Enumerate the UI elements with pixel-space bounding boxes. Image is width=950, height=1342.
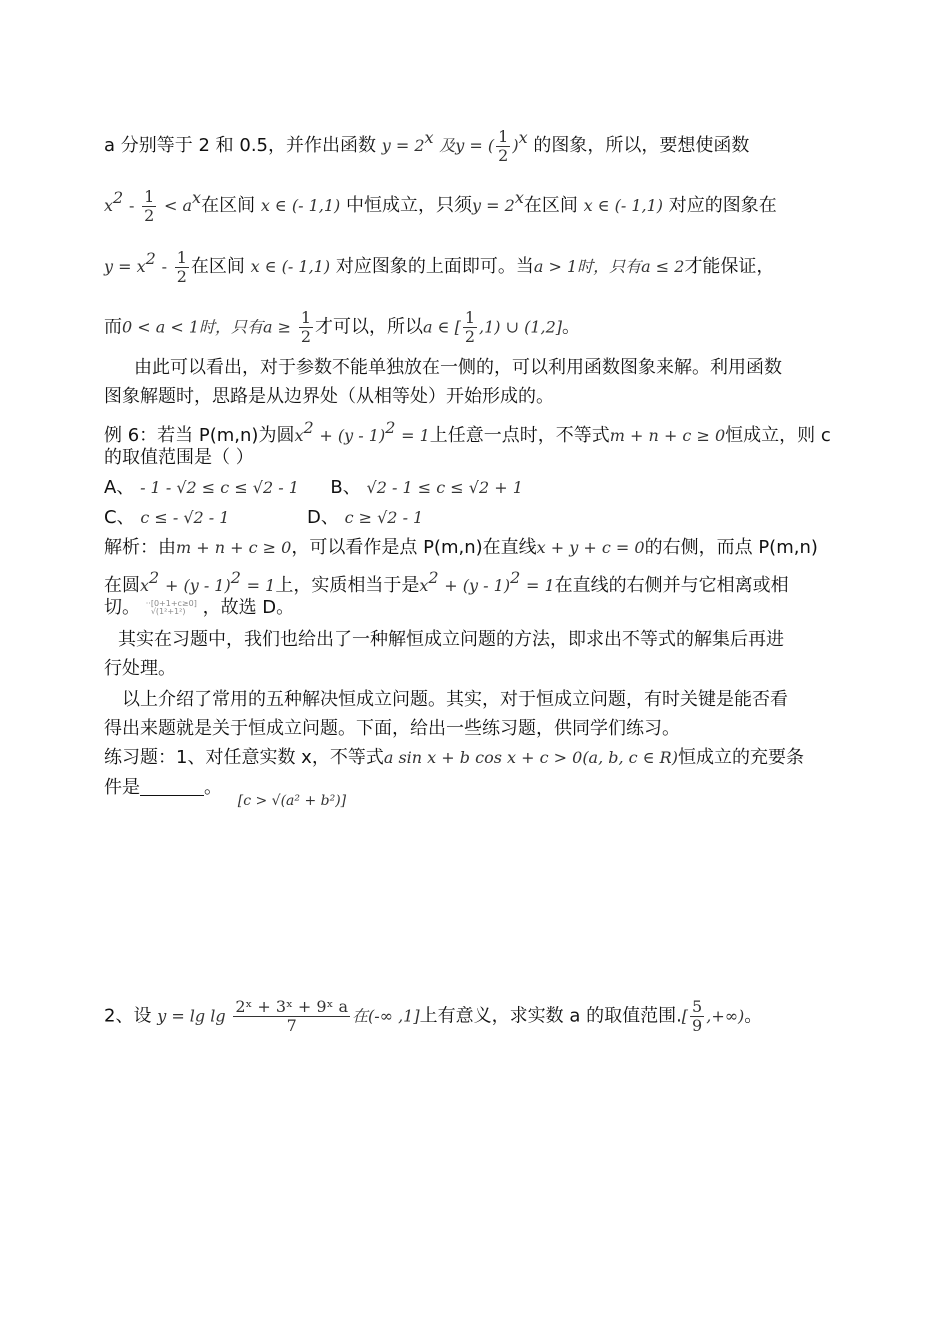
text: 切。	[104, 597, 140, 618]
text: 在区间	[190, 256, 245, 277]
math: + (y - 1)	[319, 426, 386, 445]
p3-line-1: 其实在习题中，我们也给出了一种解恒成立问题的方法，即求出不等式的解集后再进	[118, 629, 784, 650]
math: x + y + c = 0	[536, 538, 645, 557]
math: y = x	[104, 257, 146, 276]
fraction: $\frac{1}{2}$	[176, 247, 187, 286]
option-c: c ≤ - √2 - 1	[140, 508, 230, 527]
math: y = lg lg	[157, 1006, 226, 1026]
math: a sin x + b cos x + c > 0(a, b, c ∈ R)	[383, 748, 678, 767]
text: ，故选 D。	[202, 597, 295, 618]
p1-line-2: $x^2$ - $\frac{1}{2}$ < $a^x$在区间 x ∈ (- 1,1) 中恒成立，只须$y = 2^x$在区间 x ∈ (- 1,1) 对应的图象在	[104, 186, 777, 225]
math: -	[161, 257, 167, 276]
p2-line-1: 由此可以看出，对于参数不能单独放在一侧的，可以利用函数图象来解。利用函数	[134, 357, 782, 378]
answer-blank	[140, 777, 204, 796]
option-b-label: B、	[330, 477, 361, 498]
text: 练习题：1、对任意实数 x，不等式	[104, 747, 384, 768]
p1-line-1: a 分别等于 2 和 0.5，并作出函数 $y = 2^x$ 及y = ( $\frac{1}{2}$ )$^x$ 的图象，所以，要想使函数	[104, 126, 750, 165]
math: a > 1时，只有a ≤ 2	[533, 257, 685, 276]
math: = 1	[246, 576, 276, 595]
math: x	[419, 576, 429, 595]
text: 的图象，所以，要想使函数	[533, 135, 750, 156]
math: ,+∞)	[706, 1006, 745, 1026]
text: 而	[104, 316, 122, 338]
text: 。	[204, 777, 222, 798]
solution-line-2: 在圆$x^2 + (y - 1)^2 = 1$上，实质相当于是$x^2 + (y - 1)^2 = 1$在直线的右侧并与它相离或相	[104, 568, 789, 596]
text: 2、设	[104, 1005, 152, 1027]
ex6-options-cd	[104, 506, 423, 530]
fraction: $\frac{1}{2}$	[498, 126, 509, 165]
math: 0 < a < 1时，只有a ≥	[122, 317, 292, 337]
option-c-label: C、	[104, 507, 135, 528]
small-formula-image: ··[0+1+c≥0] √(1²+1²)	[145, 599, 197, 616]
text: ，可以看作是点 P(m,n)在直线	[291, 537, 537, 558]
text: 中恒成立，只须	[346, 195, 473, 216]
solution-line-3	[104, 596, 294, 620]
text: 才可以，所以	[315, 316, 424, 338]
answer-hint: [c > √(a² + b²)]	[237, 793, 347, 809]
math: x ∈ (- 1,1)	[583, 196, 664, 215]
text: 。	[562, 316, 581, 338]
text: 例 6：若当 P(m,n)为圆	[104, 425, 295, 446]
text: a 分别等于 2 和 0.5，并作出函数	[104, 135, 376, 156]
text: 上任意一点时，不等式	[429, 425, 610, 446]
option-a: - 1 - √2 ≤ c ≤ √2 - 1	[140, 478, 299, 497]
math: + (y - 1)	[164, 576, 231, 595]
p1-line-4	[104, 309, 580, 346]
exercise-2-line	[104, 998, 762, 1035]
text: 的右侧，而点 P(m,n)	[644, 537, 818, 558]
exercise-1-line-2	[104, 776, 347, 809]
text: 。	[744, 1005, 763, 1027]
solution-line-1	[104, 536, 818, 560]
math: x	[104, 196, 114, 215]
math: y = 2	[472, 196, 515, 215]
math: ,1) ∪ (1,2]	[479, 317, 563, 337]
p3-line-2: 行处理。	[104, 658, 176, 679]
ex6-line-2: 的取值范围是（ ）	[104, 447, 254, 468]
text: 解析：由	[104, 537, 176, 558]
option-d: c ≥ √2 - 1	[344, 508, 424, 527]
text: 恒成立的充要条	[677, 747, 804, 768]
math: 及y = (	[439, 136, 495, 155]
p2-line-2: 图象解题时，思路是从边界处（从相等处）开始形成的。	[104, 386, 554, 407]
math: -	[128, 196, 135, 215]
fraction: $\frac{1}{2}$	[144, 186, 155, 225]
text: 上有意义，求实数 a 的取值范围.	[419, 1005, 682, 1027]
math: )	[512, 136, 519, 155]
text: 在圆	[104, 575, 140, 596]
math: = 1	[525, 576, 555, 595]
fraction: $\frac{1}{2}$	[300, 308, 312, 346]
math: < a	[164, 196, 193, 215]
fraction: $\frac{\text{2ˣ + 3ˣ + 9ˣ a}}{7}$	[235, 997, 349, 1035]
exercise-1-line-1	[104, 746, 804, 770]
math: x ∈ (- 1,1)	[250, 257, 331, 276]
math: 在(-∞ ,1]	[352, 1006, 420, 1026]
math: m + n + c ≥ 0	[609, 426, 726, 445]
p1-line-3: $y = x^2$ - $\frac{1}{2}$ 在区间 x ∈ (- 1,1) 对应图象的上面即可。当a > 1时，只有a ≤ 2才能保证，	[104, 247, 775, 286]
option-d-label: D、	[306, 507, 339, 528]
math: y = 2	[381, 136, 425, 155]
fraction: $\frac{1}{2}$	[464, 308, 475, 346]
ex6-line-1: 例 6：若当 P(m,n)为圆$x^2 + (y - 1)^2 = 1$上任意一点时，不等式m + n + c ≥ 0恒成立，则 c	[104, 418, 831, 446]
text: 恒成立，则 c	[725, 425, 831, 446]
math: + (y - 1)	[444, 576, 511, 595]
text: 对应的图象在	[668, 195, 777, 216]
p4-line-1: 以上介绍了常用的五种解决恒成立问题。其实，对于恒成立问题，有时关键是能否看	[122, 689, 788, 710]
math: x	[294, 426, 304, 445]
math: x ∈ (- 1,1)	[260, 196, 341, 215]
text: 件是	[104, 777, 140, 798]
math: [	[681, 1006, 689, 1026]
text: 上，实质相当于是	[275, 575, 420, 596]
math: a ∈ [	[423, 317, 461, 337]
math: m + n + c ≥ 0	[176, 538, 292, 557]
math: = 1	[401, 426, 430, 445]
option-b: √2 - 1 ≤ c ≤ √2 + 1	[366, 478, 523, 497]
option-a-label: A、	[104, 477, 135, 498]
text: 对应图象的上面即可。当	[335, 256, 534, 277]
fraction: $\frac{5}{9}$	[692, 997, 703, 1035]
text: 才能保证，	[684, 256, 775, 277]
text: 在区间	[201, 195, 256, 216]
p4-line-2: 得出来题就是关于恒成立问题。下面，给出一些练习题，供同学们练习。	[104, 718, 680, 739]
text: 在区间	[523, 195, 578, 216]
text: 在直线的右侧并与它相离或相	[554, 575, 789, 596]
ex6-options-ab	[104, 476, 523, 500]
math: x	[140, 576, 150, 595]
